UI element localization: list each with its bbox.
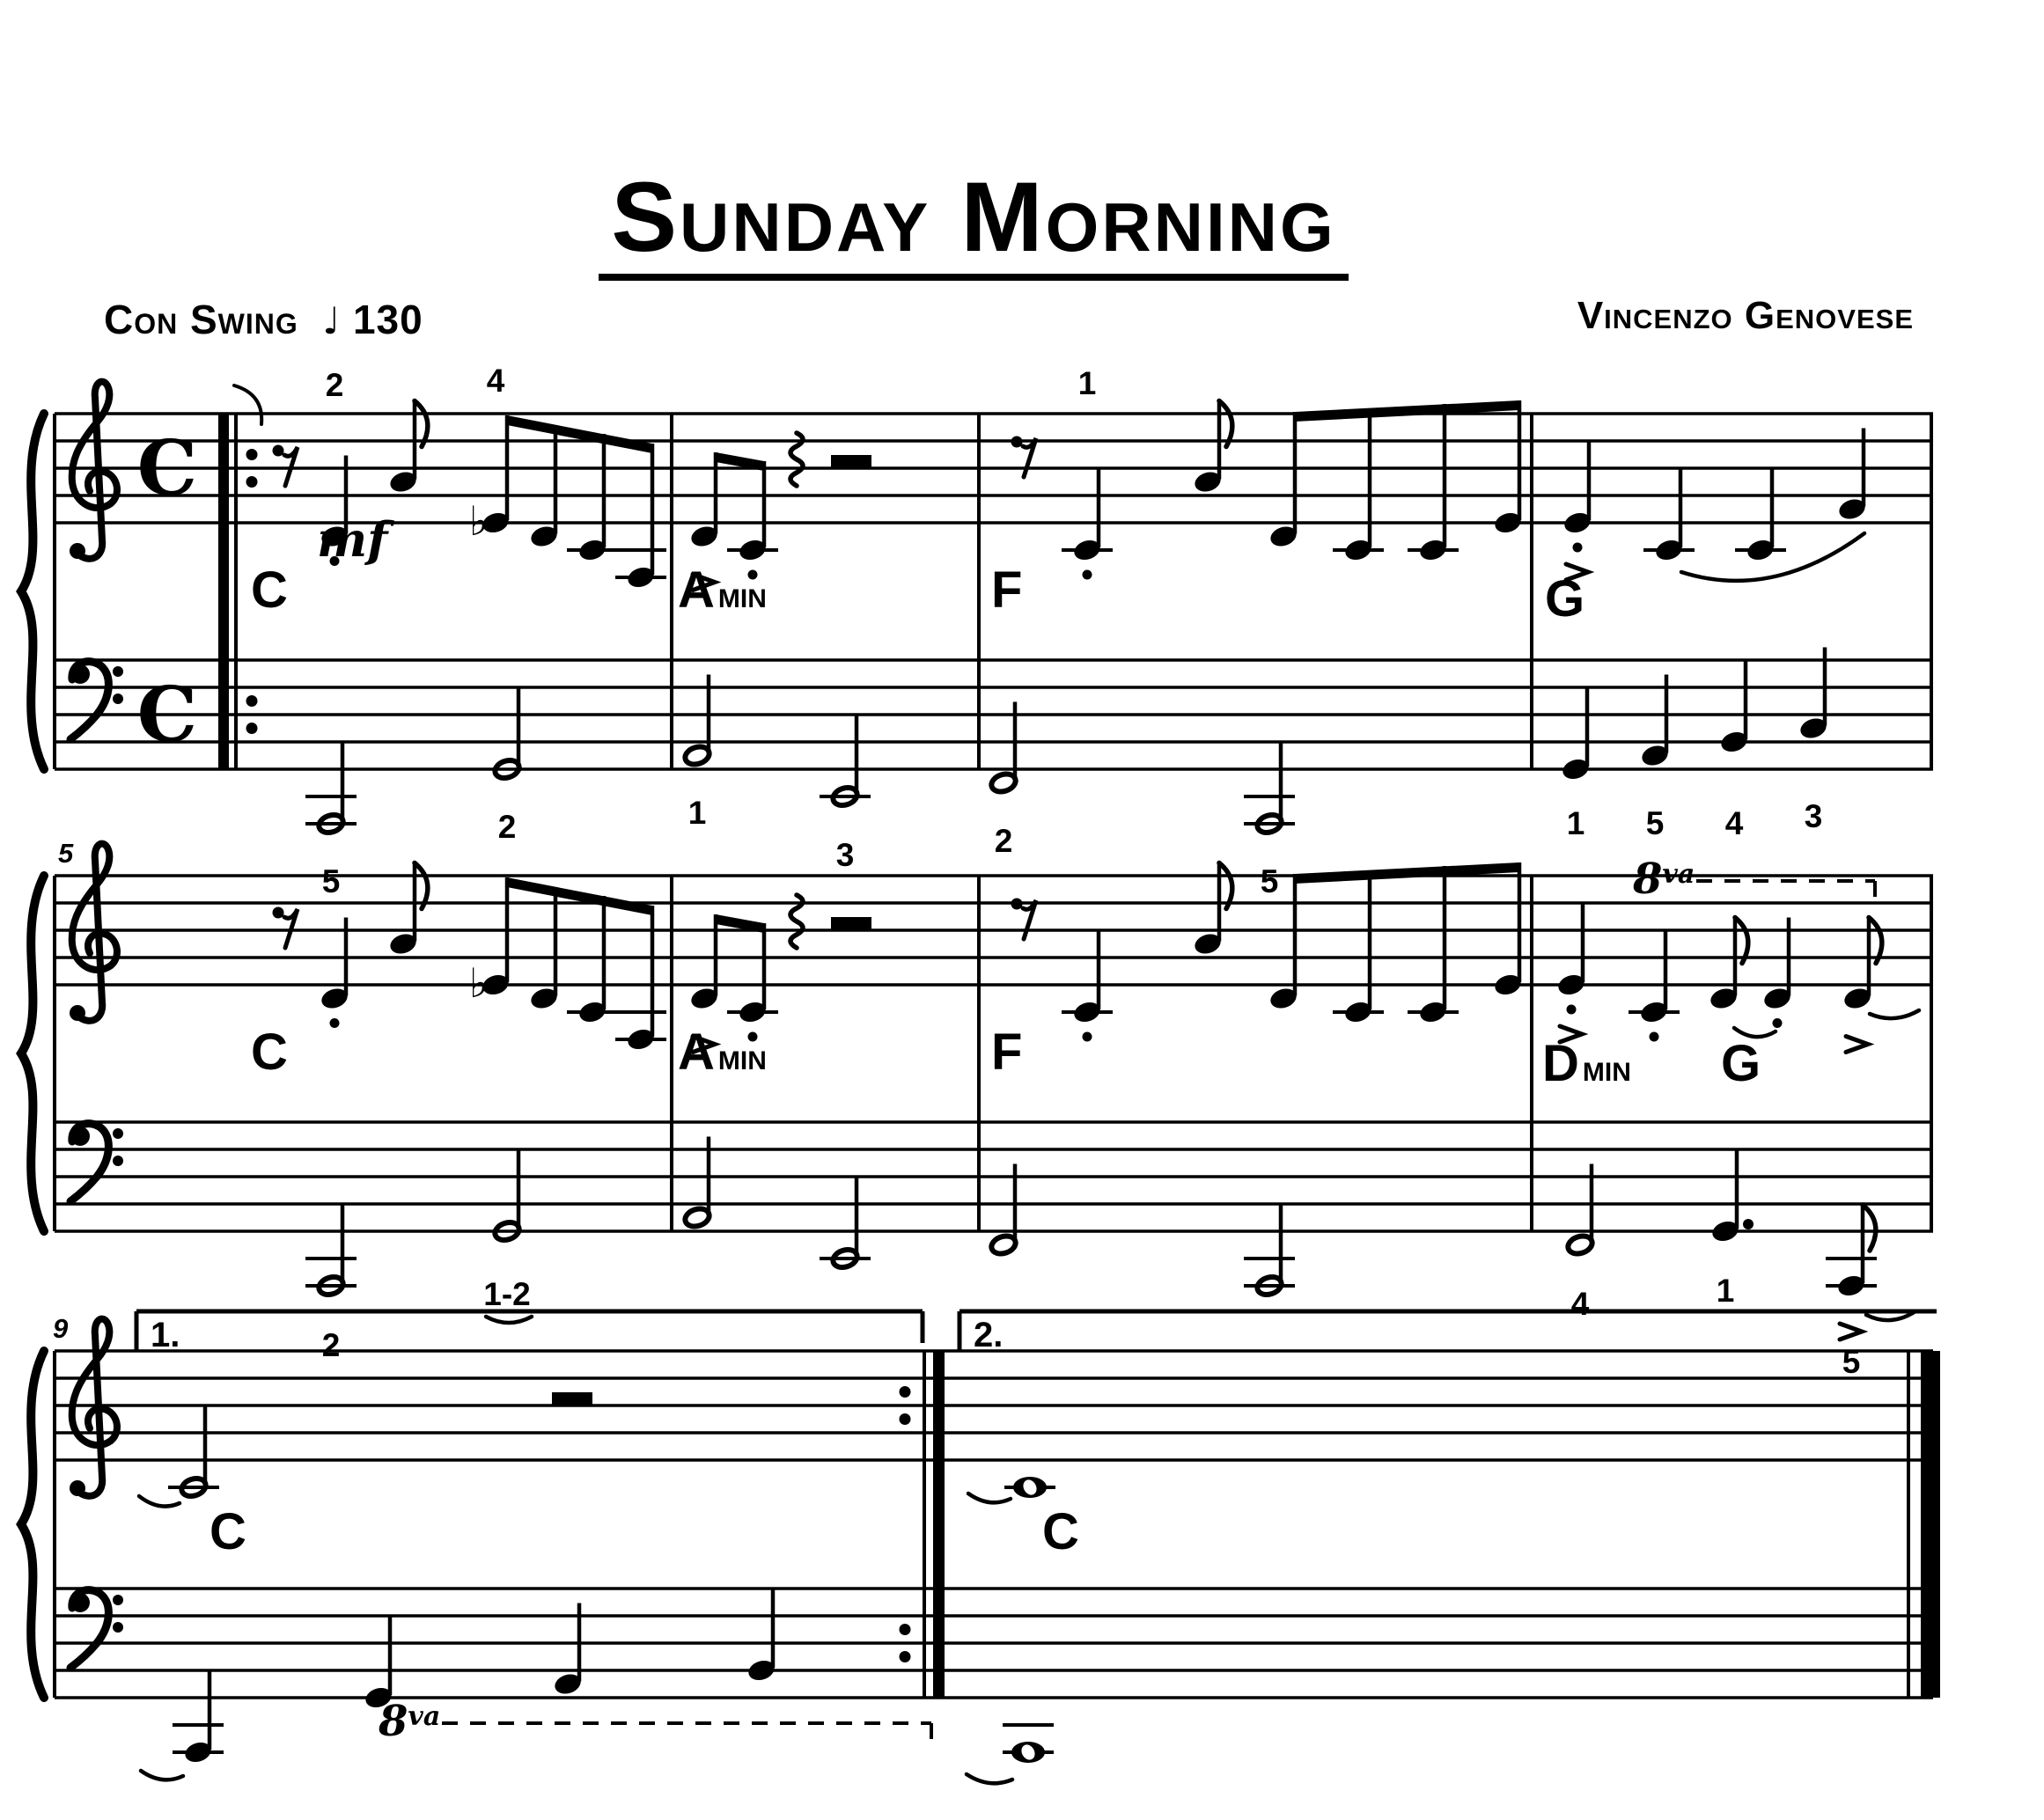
fingering: 1 xyxy=(687,795,707,831)
chord-root: A xyxy=(678,1024,715,1081)
treble-clef xyxy=(70,1319,117,1496)
chord-symbol xyxy=(1542,1035,1631,1092)
chord-quality: MIN xyxy=(717,1046,767,1075)
fingering: 3 xyxy=(835,837,855,873)
repeat-dots xyxy=(246,449,258,460)
ottava-8: 8 xyxy=(1633,855,1663,904)
fingering: 4 xyxy=(1570,1286,1590,1322)
fingering: 5 xyxy=(1260,863,1279,899)
slur-tie xyxy=(968,1493,1011,1502)
fingering: 2 xyxy=(994,823,1013,859)
bass-clef-blob xyxy=(70,1593,90,1612)
treble-clef-curve xyxy=(72,382,117,559)
treble-clef-tail-dot xyxy=(70,1005,85,1021)
dynamic-marking: mf xyxy=(317,511,388,568)
repeat-dots xyxy=(246,476,258,488)
slur-tie xyxy=(486,1317,532,1323)
chord-symbol xyxy=(1042,1503,1079,1560)
staccato-dot xyxy=(1083,570,1092,580)
flat-sign: ♭ xyxy=(469,959,489,1007)
staccato-dot xyxy=(330,1018,340,1028)
chord-root: C xyxy=(210,1503,246,1560)
slur-tie xyxy=(1870,1010,1919,1018)
staccato-dot xyxy=(1650,1032,1659,1042)
fingering: 1 xyxy=(1077,365,1097,401)
measure-number: 5 xyxy=(58,838,74,869)
tempo-bpm: 130 xyxy=(352,297,423,342)
brace xyxy=(21,414,44,769)
chord-root: D xyxy=(1542,1035,1579,1092)
staccato-dot xyxy=(1573,543,1583,553)
fingering: 5 xyxy=(1842,1344,1861,1380)
chord-symbol xyxy=(210,1503,246,1560)
staccato-dot xyxy=(1773,1018,1783,1028)
chord-root: C xyxy=(251,1024,288,1081)
quarter-note-icon: ♩ xyxy=(322,299,342,342)
slur-tie xyxy=(139,1496,180,1507)
piece-title: Sunday Morning xyxy=(599,162,1348,281)
repeat-dots xyxy=(900,1624,911,1635)
fingering: 1 xyxy=(1716,1273,1735,1309)
repeat-dots xyxy=(900,1651,911,1662)
ottava-va: va xyxy=(408,1701,441,1732)
bass-clef-dot xyxy=(113,1595,123,1605)
treble-clef-curve xyxy=(72,844,117,1021)
chord-symbol xyxy=(1721,1035,1761,1092)
bass-clef xyxy=(70,662,123,739)
measure-number: 9 xyxy=(53,1313,69,1344)
bass-clef-dot xyxy=(113,694,123,704)
volta-label: 2. xyxy=(974,1316,1004,1354)
brace xyxy=(21,876,44,1231)
beam xyxy=(507,415,652,453)
ottava-8: 8 xyxy=(379,1697,408,1746)
chord-symbol xyxy=(251,561,288,619)
half-rest xyxy=(831,917,871,930)
treble-clef-curve xyxy=(72,1319,117,1496)
chord-symbol xyxy=(991,1024,1022,1081)
staccato-dot xyxy=(1567,1005,1577,1015)
bass-clef xyxy=(70,1590,123,1668)
flat-sign: ♭ xyxy=(469,497,489,545)
ottava-label xyxy=(378,1697,440,1746)
slur-fragment xyxy=(234,385,261,424)
composer-name: Vincenzo Genovese xyxy=(1577,294,1914,337)
beam xyxy=(507,877,652,915)
chord-symbol xyxy=(1545,570,1584,627)
accent-mark xyxy=(1840,1324,1862,1339)
tempo-text: Con Swing xyxy=(104,297,298,342)
treble-clef xyxy=(70,844,117,1021)
chord-quality: MIN xyxy=(1582,1058,1631,1087)
bass-clef-blob xyxy=(70,664,90,684)
fingering: 2 xyxy=(497,809,517,845)
bass-clef-dot xyxy=(113,1128,123,1139)
time-signature: C xyxy=(136,424,198,513)
chord-root: F xyxy=(991,561,1023,619)
chord-quality: MIN xyxy=(717,584,767,613)
chord-root: A xyxy=(678,561,715,619)
staccato-dot xyxy=(1083,1032,1092,1042)
half-rest xyxy=(831,455,871,468)
treble-clef-tail-dot xyxy=(70,1480,85,1496)
chord-symbol xyxy=(991,561,1022,619)
half-rest xyxy=(552,1392,592,1405)
beam xyxy=(1295,400,1519,422)
repeat-dots xyxy=(246,723,258,734)
chord-root: C xyxy=(1042,1503,1079,1560)
fingering: 4 xyxy=(486,363,505,399)
repeat-barline-thick xyxy=(933,1351,945,1698)
slur-tie xyxy=(967,1774,1012,1783)
repeat-dots xyxy=(246,695,258,707)
eighth-rest xyxy=(1023,438,1036,477)
fingering: 5 xyxy=(321,863,341,899)
bass-clef-blob xyxy=(70,1126,90,1146)
chord-root: G xyxy=(1545,570,1585,627)
eighth-rest xyxy=(284,447,298,486)
fingering: 2 xyxy=(325,367,344,403)
slur-tie xyxy=(141,1771,183,1780)
staccato-dot xyxy=(748,1032,758,1042)
chord-root: G xyxy=(1721,1035,1761,1092)
fingering: 2 xyxy=(321,1327,341,1363)
staccato-dot xyxy=(748,570,758,580)
eighth-rest xyxy=(284,909,298,948)
fingering: 1 xyxy=(1566,805,1585,841)
chord-root: F xyxy=(991,1024,1023,1081)
ottava-label xyxy=(1632,855,1695,904)
fingering: 5 xyxy=(1645,805,1665,841)
repeat-dots xyxy=(900,1386,911,1398)
bass-clef xyxy=(70,1124,123,1201)
chord-symbol xyxy=(251,1024,288,1081)
augmentation-dot xyxy=(1743,1219,1754,1229)
bass-clef-dot xyxy=(113,666,123,677)
beam xyxy=(1295,862,1519,884)
bass-clef-dot xyxy=(113,1156,123,1166)
chord-root: C xyxy=(251,561,288,619)
eighth-rest xyxy=(1023,900,1036,939)
time-signature: C xyxy=(136,671,198,760)
accent-mark xyxy=(1846,1037,1868,1053)
treble-clef xyxy=(70,382,117,559)
bass-clef-dot xyxy=(113,1622,123,1633)
repeat-barline-thick xyxy=(218,414,229,769)
treble-clef-tail-dot xyxy=(70,543,85,559)
ottava-va: va xyxy=(1662,859,1695,890)
volta-label: 1. xyxy=(151,1316,180,1354)
brace xyxy=(21,1351,44,1698)
repeat-dots xyxy=(900,1413,911,1425)
fingering: 1-2 xyxy=(483,1276,531,1312)
fingering: 4 xyxy=(1724,805,1744,841)
final-barline-thick xyxy=(1921,1351,1940,1698)
fingering: 3 xyxy=(1804,798,1823,834)
